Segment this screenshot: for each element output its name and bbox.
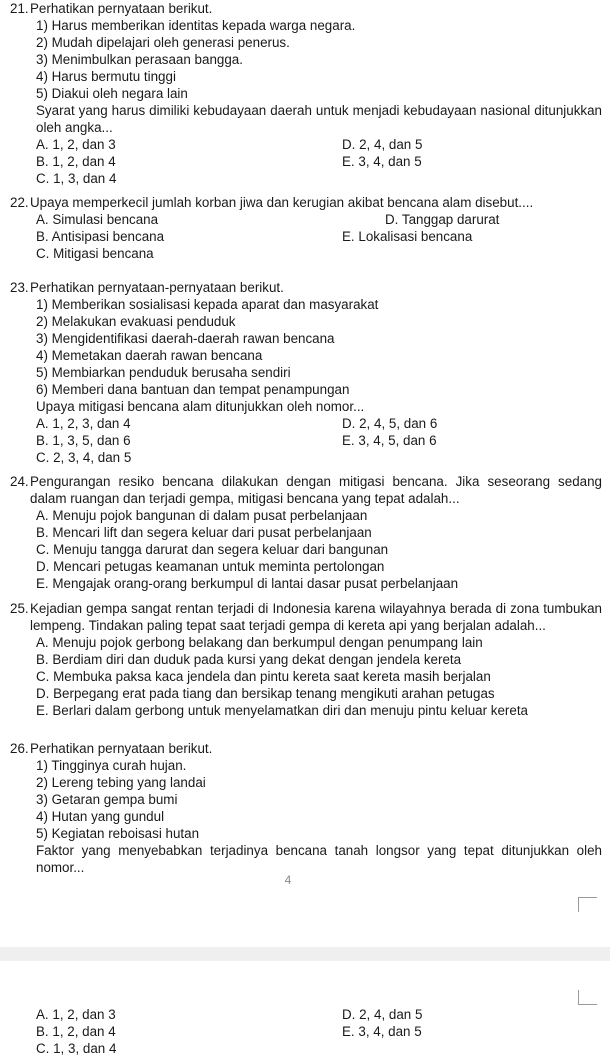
statement-item: 1) Tingginya curah hujan. bbox=[36, 758, 187, 773]
page-number: 4 bbox=[284, 873, 292, 887]
statement-item: 3) Getaran gempa bumi bbox=[36, 792, 178, 807]
option-a[interactable]: A. 1, 2, dan 3 bbox=[36, 1007, 116, 1022]
option-d[interactable]: D. 2, 4, dan 5 bbox=[342, 1007, 423, 1022]
statement-item: 4) Harus bermutu tinggi bbox=[36, 69, 176, 84]
option-d[interactable]: D. Mencari petugas keamanan untuk meminta pertolongan bbox=[36, 559, 385, 574]
option-a[interactable]: A. Simulasi bencana bbox=[36, 212, 159, 227]
crop-mark-top bbox=[578, 897, 597, 912]
question-stem: Upaya mitigasi bencana alam ditunjukkan oleh nomor... bbox=[36, 399, 365, 414]
option-a[interactable]: A. Menuju pojok bangunan di dalam pusat perbelanjaan bbox=[36, 508, 368, 523]
option-a[interactable]: A. 1, 2, 3, dan 4 bbox=[36, 416, 131, 431]
option-e[interactable]: E. 3, 4, dan 5 bbox=[342, 1024, 422, 1039]
question-number: 26. bbox=[10, 741, 29, 756]
statement-item: 6) Memberi dana bantuan dan tempat penampungan bbox=[36, 382, 350, 397]
option-c[interactable]: C. Menuju tangga darurat dan segera keluar dari bangunan bbox=[36, 542, 389, 557]
crop-mark-bottom bbox=[578, 990, 597, 1005]
option-d[interactable]: D. 2, 4, 5, dan 6 bbox=[342, 416, 438, 431]
question-number: 25. bbox=[10, 601, 29, 616]
option-b[interactable]: B. Mencari lift dan segera keluar dari pusat perbelanjaan bbox=[36, 525, 372, 540]
question-25 bbox=[10, 600, 602, 719]
question-stem: Faktor yang menyebabkan terjadinya bencana tanah longsor yang tepat ditunjukkan oleh nomor... bbox=[36, 843, 602, 875]
option-b[interactable]: B. 1, 2, dan 4 bbox=[36, 1024, 116, 1039]
statement-item: 3) Mengidentifikasi daerah-daerah rawan bencana bbox=[36, 331, 335, 346]
option-e[interactable]: E. 3, 4, dan 5 bbox=[342, 154, 422, 169]
statement-item: 5) Kegiatan reboisasi hutan bbox=[36, 826, 200, 841]
question-number: 23. bbox=[10, 280, 29, 295]
option-c[interactable]: C. Membuka paksa kaca jendela dan pintu kereta saat kereta masih berjalan bbox=[36, 669, 491, 684]
option-c[interactable]: C. 2, 3, 4, dan 5 bbox=[36, 450, 132, 465]
option-b[interactable]: B. 1, 3, 5, dan 6 bbox=[36, 433, 131, 448]
statement-item: 2) Melakukan evakuasi penduduk bbox=[36, 314, 236, 329]
statement-item: 2) Lereng tebing yang landai bbox=[36, 775, 206, 790]
option-e[interactable]: E. Mengajak orang-orang berkumpul di lantai dasar pusat perbelanjaan bbox=[36, 576, 459, 591]
question-22 bbox=[10, 194, 602, 262]
question-number: 21. bbox=[10, 1, 29, 16]
question-title: Perhatikan pernyataan berikut. bbox=[30, 1, 213, 16]
option-d[interactable]: D. Berpegang erat pada tiang dan bersikap tenang mengikuti arahan petugas bbox=[36, 686, 495, 701]
question-24 bbox=[10, 473, 602, 592]
option-c[interactable]: C. Mitigasi bencana bbox=[36, 246, 154, 261]
question-number: 24. bbox=[10, 474, 29, 489]
option-e[interactable]: E. Lokalisasi bencana bbox=[342, 229, 473, 244]
statement-item: 1) Harus memberikan identitas kepada warga negara. bbox=[36, 18, 356, 33]
statement-item: 3) Menimbulkan perasaan bangga. bbox=[36, 52, 243, 67]
option-e[interactable]: E. Berlari dalam gerbong untuk menyelamatkan diri dan menuju pintu keluar kereta bbox=[36, 703, 529, 718]
option-b[interactable]: B. Berdiam diri dan duduk pada kursi yang dekat dengan jendela kereta bbox=[36, 652, 462, 667]
option-a[interactable]: A. Menuju pojok gerbong belakang dan berkumpul dengan penumpang lain bbox=[36, 635, 483, 650]
option-d[interactable]: D. 2, 4, dan 5 bbox=[342, 137, 423, 152]
question-number: 22. bbox=[10, 195, 29, 210]
option-a[interactable]: A. 1, 2, dan 3 bbox=[36, 137, 116, 152]
page-break bbox=[0, 947, 610, 961]
question-title: Perhatikan pernyataan-pernyataan berikut. bbox=[30, 280, 284, 295]
question-title: Perhatikan pernyataan berikut. bbox=[30, 741, 213, 756]
question-stem: Syarat yang harus dimiliki kebudayaan daerah untuk menjadi kebudayaan nasional ditunjukkan oleh angka... bbox=[36, 103, 602, 135]
option-b[interactable]: B. 1, 2, dan 4 bbox=[36, 154, 116, 169]
statement-item: 1) Memberikan sosialisasi kepada aparat dan masyarakat bbox=[36, 297, 379, 312]
statement-item: 4) Memetakan daerah rawan bencana bbox=[36, 348, 263, 363]
statement-item: 5) Membiarkan penduduk berusaha sendiri bbox=[36, 365, 291, 380]
statement-item: 5) Diakui oleh negara lain bbox=[36, 86, 188, 101]
question-title: Pengurangan resiko bencana dilakukan dengan mitigasi bencana. Jika seseorang sedang dalam ruangan dan terjadi gempa, mitigasi bencana yang tepat adalah... bbox=[30, 474, 602, 506]
option-d[interactable]: D. Tanggap darurat bbox=[385, 212, 500, 227]
option-c[interactable]: C. 1, 3, dan 4 bbox=[36, 171, 117, 186]
question-26-options bbox=[10, 1006, 602, 1057]
question-23 bbox=[10, 279, 602, 466]
question-title: Kejadian gempa sangat rentan terjadi di Indonesia karena wilayahnya berada di zona tumbukan lempeng. Tindakan paling tepat saat terjadi gempa di kereta api yang berjalan adalah... bbox=[30, 601, 602, 633]
question-21 bbox=[10, 0, 602, 187]
question-title: Upaya memperkecil jumlah korban jiwa dan kerugian akibat bencana alam disebut.... bbox=[30, 195, 534, 210]
option-e[interactable]: E. 3, 4, 5, dan 6 bbox=[342, 433, 437, 448]
statement-item: 4) Hutan yang gundul bbox=[36, 809, 165, 824]
question-26 bbox=[10, 740, 602, 876]
option-c[interactable]: C. 1, 3, dan 4 bbox=[36, 1041, 117, 1056]
statement-item: 2) Mudah dipelajari oleh generasi penerus. bbox=[36, 35, 290, 50]
option-b[interactable]: B. Antisipasi bencana bbox=[36, 229, 165, 244]
